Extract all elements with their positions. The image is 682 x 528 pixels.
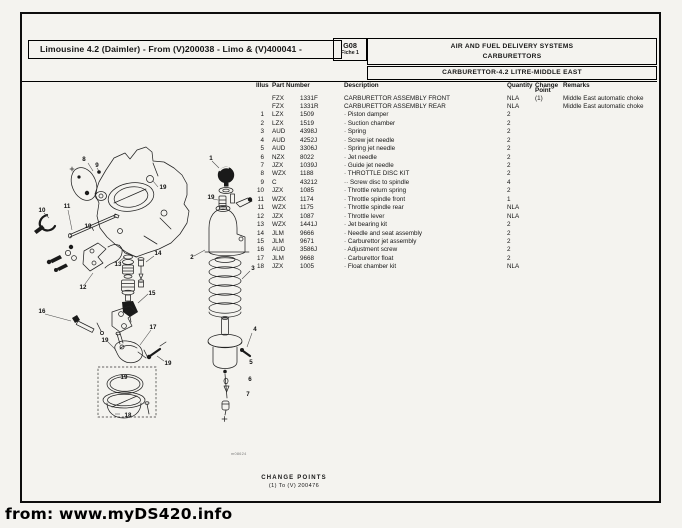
cell-remarks: Middle East automatic choke (563, 94, 644, 102)
cell-description: · Spring jet needle (344, 145, 396, 153)
table-row (253, 179, 660, 187)
cell-change-point (535, 246, 563, 254)
table-row (253, 204, 660, 212)
cell-remarks (563, 255, 660, 263)
table-row (253, 111, 660, 119)
cell-remarks (563, 120, 660, 128)
cell-part-number: 4398J (300, 128, 318, 136)
system-name: AIR AND FUEL DELIVERY SYSTEMS (450, 42, 574, 50)
cell-change-point (535, 128, 563, 136)
cell-quantity: 2 (507, 111, 511, 119)
cell-part-prefix: C (272, 178, 277, 186)
cell-change-point (535, 145, 563, 153)
table-row (253, 238, 660, 246)
cell-change-point (535, 255, 563, 263)
cell-remarks (563, 145, 660, 153)
cell-part-prefix: JZX (272, 187, 284, 195)
callout-8: 8 (82, 156, 86, 163)
table-row (253, 221, 660, 229)
cell-change-point (535, 162, 563, 170)
column-change-point: Change Point (535, 81, 559, 95)
section-name: CARBURETTORS (482, 52, 542, 60)
cell-part-prefix: JLM (272, 254, 284, 262)
cell-description: · Screw jet needle (344, 136, 395, 144)
cell-illus: 11 (257, 204, 264, 212)
callout-2: 2 (190, 254, 194, 261)
callout-4: 4 (253, 326, 257, 333)
cell-illus: 7 (260, 162, 264, 169)
cell-remarks (563, 238, 660, 246)
cell-part-prefix: JZX (272, 212, 284, 220)
table-row (253, 230, 660, 238)
cell-remarks (563, 179, 660, 187)
cell-illus: 1 (260, 111, 264, 119)
callout-12: 12 (79, 284, 87, 291)
column-remarks: Remarks (563, 81, 590, 89)
cell-part-number: 4252J (300, 136, 318, 144)
cell-description: · Needle and seat assembly (344, 229, 423, 237)
cell-remarks (563, 230, 660, 238)
cell-quantity: NLA (507, 102, 520, 110)
table-row (253, 196, 660, 204)
cell-description: · Float chamber kit (344, 263, 397, 271)
cell-part-number: 3586J (300, 246, 318, 254)
table-row (253, 103, 660, 111)
cell-illus: 16 (256, 246, 264, 254)
cell-part-number: 1085 (300, 187, 315, 195)
subsection-header: CARBURETTOR-4.2 LITRE-MIDDLE EAST (367, 66, 657, 80)
fiche-label: Fiche 1 (341, 50, 359, 56)
cell-quantity: NLA (507, 94, 520, 102)
cell-remarks (563, 221, 660, 229)
cell-part-prefix: AUD (272, 128, 286, 136)
cell-quantity: 2 (507, 145, 511, 153)
cell-description: · Throttle spindle rear (344, 204, 404, 212)
cell-quantity: 1 (507, 195, 511, 203)
cell-illus: 14 (256, 229, 264, 237)
cell-quantity: 2 (507, 136, 511, 144)
cell-remarks (563, 246, 660, 254)
cell-description: · Guide jet needle (344, 162, 394, 169)
cell-part-prefix: WZX (272, 204, 286, 212)
cell-description: · Carburettor jet assembly (344, 237, 417, 245)
cell-remarks (563, 213, 660, 221)
drawing-ref-code: m08624 (231, 452, 247, 456)
table-row (253, 145, 660, 153)
source-watermark: from: www.myDS420.info (5, 505, 233, 523)
cell-quantity: NLA (507, 204, 520, 212)
cell-part-number: 8022 (300, 153, 315, 161)
cell-part-prefix: AUD (272, 136, 286, 144)
cell-change-point (535, 230, 563, 238)
cell-remarks (563, 196, 660, 204)
column-quantity: Quantity (507, 81, 533, 89)
cell-illus: 4 (260, 136, 264, 144)
table-row (253, 255, 660, 263)
cell-illus: 6 (260, 153, 264, 161)
cell-quantity: 2 (507, 128, 511, 136)
spindle-and-clip (34, 210, 119, 238)
cell-description: · Jet needle (344, 153, 377, 161)
cell-part-number: 1005 (300, 263, 315, 271)
carburettor-body (95, 147, 189, 257)
cell-quantity: 4 (507, 178, 511, 186)
cell-part-prefix: FZX (272, 94, 284, 102)
cell-description: ·· Screw disc to spindle (344, 178, 410, 186)
cell-description: · THROTTLE DISC KIT (344, 170, 410, 178)
cell-part-number: 1441J (300, 221, 318, 229)
cell-description: · Throttle return spring (344, 187, 407, 195)
table-row (253, 162, 660, 170)
cell-part-prefix: WZX (272, 170, 286, 178)
callout-19a: 19 (159, 184, 167, 191)
cell-description: · Carburettor float (344, 254, 394, 262)
cell-part-number: 9666 (300, 229, 315, 237)
cell-part-prefix: NZX (272, 153, 285, 161)
table-row (253, 154, 660, 162)
cell-remarks (563, 204, 660, 212)
cell-quantity: 2 (507, 246, 511, 254)
cell-change-point (535, 238, 563, 246)
parts-table-body (253, 95, 660, 272)
throttle-disc (67, 163, 158, 204)
cell-part-number: 1509 (300, 111, 315, 119)
cell-part-prefix: AUD (272, 145, 286, 153)
cell-part-number: 3306J (300, 145, 318, 153)
cell-change-point (535, 213, 563, 221)
cell-illus: 12 (256, 212, 264, 220)
change-points (233, 475, 355, 489)
cell-illus: 17 (256, 254, 264, 262)
cell-description: · Jet bearing kit (344, 221, 388, 229)
cell-part-number: 1188 (300, 170, 314, 178)
cell-part-number: 1174 (300, 195, 314, 203)
cell-description: · Suction chamber (344, 119, 396, 127)
table-row (253, 95, 660, 103)
cell-part-prefix: WZX (272, 221, 286, 229)
column-illus: Illus (256, 81, 269, 89)
cell-description: · Adjustment screw (344, 246, 398, 254)
cell-part-prefix: LZX (272, 111, 284, 119)
cell-quantity: 2 (507, 229, 511, 237)
cell-quantity: 2 (507, 221, 511, 229)
cell-quantity: 2 (507, 162, 511, 169)
change-points-title: CHANGE POINTS (261, 475, 327, 481)
cell-change-point (535, 170, 563, 178)
table-row (253, 213, 660, 221)
cell-part-prefix: AUD (272, 246, 286, 254)
table-row (253, 263, 660, 271)
cell-illus: 5 (260, 145, 264, 153)
system-header (367, 38, 657, 65)
cell-remarks (563, 111, 660, 119)
cell-illus: 8 (260, 170, 264, 178)
cell-remarks (563, 154, 660, 162)
callout-6: 6 (248, 376, 252, 383)
cell-change-point (535, 179, 563, 187)
cell-part-number: 9671 (300, 237, 315, 245)
callout-3: 3 (251, 265, 255, 272)
cell-remarks (563, 170, 660, 178)
callout-18: 18 (124, 412, 132, 419)
callout-11: 11 (63, 203, 71, 210)
table-row (253, 187, 660, 195)
cell-illus: 9 (260, 178, 264, 186)
cell-part-prefix: JZX (272, 263, 284, 271)
cell-part-number: 1087 (300, 212, 315, 220)
cell-part-prefix: JZX (272, 162, 284, 169)
cell-remarks (563, 162, 660, 170)
callout-19b: 19 (207, 194, 215, 201)
cell-change-point (535, 196, 563, 204)
cell-illus: 13 (256, 221, 264, 229)
callout-16: 16 (38, 308, 46, 315)
throttle-lever-parts (47, 243, 122, 284)
cell-part-prefix: LZX (272, 119, 284, 127)
cell-illus: 10 (256, 187, 264, 195)
table-row (253, 137, 660, 145)
cell-change-point (535, 263, 563, 271)
cell-remarks (563, 128, 660, 136)
change-points-note: (1) To (V) 200476 (268, 482, 320, 489)
cell-quantity: 2 (507, 119, 511, 127)
cell-remarks (563, 263, 660, 271)
table-row (253, 170, 660, 178)
parts-table-header (253, 83, 660, 94)
column-description: Description (344, 81, 379, 89)
callout-10: 10 (38, 207, 46, 214)
cell-quantity: 2 (507, 153, 511, 161)
callout-7: 7 (246, 391, 250, 398)
fiche-code: G08 (343, 41, 357, 50)
callout-9: 9 (95, 162, 99, 169)
cell-part-prefix: WZX (272, 195, 286, 203)
fiche-reference (333, 38, 367, 61)
cell-part-number: 1519 (300, 119, 315, 127)
cell-change-point (535, 204, 563, 212)
cell-description: CARBURETTOR ASSEMBLY FRONT (344, 94, 451, 102)
cell-change-point (535, 103, 563, 111)
cell-part-number: 9668 (300, 254, 315, 262)
callout-14: 14 (154, 250, 162, 257)
column-part-number: Part Number (272, 81, 310, 89)
cell-quantity: 2 (507, 254, 511, 262)
cell-illus: 11 (257, 195, 264, 203)
cell-description: · Piston damper (344, 111, 389, 119)
callout-5: 5 (249, 359, 253, 366)
callout-19d: 19 (101, 337, 109, 344)
callout-15: 15 (148, 290, 156, 297)
cell-remarks (563, 187, 660, 195)
callout-19c: 19 (84, 223, 92, 230)
cell-change-point (535, 221, 563, 229)
cell-description: · Throttle spindle front (344, 195, 406, 203)
cell-description: · Throttle lever (344, 212, 385, 220)
cell-change-point: (1) (535, 94, 543, 102)
cell-part-prefix: JLM (272, 237, 284, 245)
cell-description: CARBURETTOR ASSEMBLY REAR (344, 102, 446, 110)
suction-chamber-parts (194, 161, 252, 422)
callout-1: 1 (209, 155, 213, 162)
jet-assembly (120, 255, 154, 322)
table-row (253, 128, 660, 136)
callout-19f: 19 (120, 374, 128, 381)
cell-quantity: 2 (507, 237, 511, 245)
cell-quantity: 2 (507, 170, 511, 178)
cell-part-prefix: FZX (272, 102, 284, 110)
callout-13: 13 (114, 261, 122, 268)
cell-quantity: NLA (507, 263, 520, 271)
cell-change-point (535, 187, 563, 195)
callout-19e: 19 (164, 360, 172, 367)
cell-illus: 2 (260, 119, 264, 127)
cell-part-number: 1175 (300, 204, 314, 212)
page-title: Limousine 4.2 (Daimler) - From (V)200038 - Limo & (V)400041 - (28, 40, 342, 59)
cell-remarks: Middle East automatic choke (563, 102, 644, 110)
cell-change-point (535, 120, 563, 128)
cell-quantity: 2 (507, 187, 511, 195)
table-row (253, 246, 660, 254)
float-and-linkage (45, 306, 166, 363)
callout-17: 17 (149, 324, 157, 331)
cell-change-point (535, 137, 563, 145)
cell-illus: 15 (256, 237, 264, 245)
cell-change-point (535, 111, 563, 119)
cell-description: · Spring (344, 128, 367, 136)
cell-quantity: NLA (507, 212, 520, 220)
table-row (253, 120, 660, 128)
cell-illus: 3 (260, 128, 264, 136)
cell-part-number: 1039J (300, 162, 318, 169)
cell-part-number: 43212 (300, 178, 318, 186)
cell-remarks (563, 137, 660, 145)
cell-change-point (535, 154, 563, 162)
cell-illus: 18 (256, 263, 264, 271)
cell-part-number: 1331F (300, 94, 318, 102)
cell-part-number: 1331R (300, 102, 319, 110)
cell-part-prefix: JLM (272, 229, 284, 237)
